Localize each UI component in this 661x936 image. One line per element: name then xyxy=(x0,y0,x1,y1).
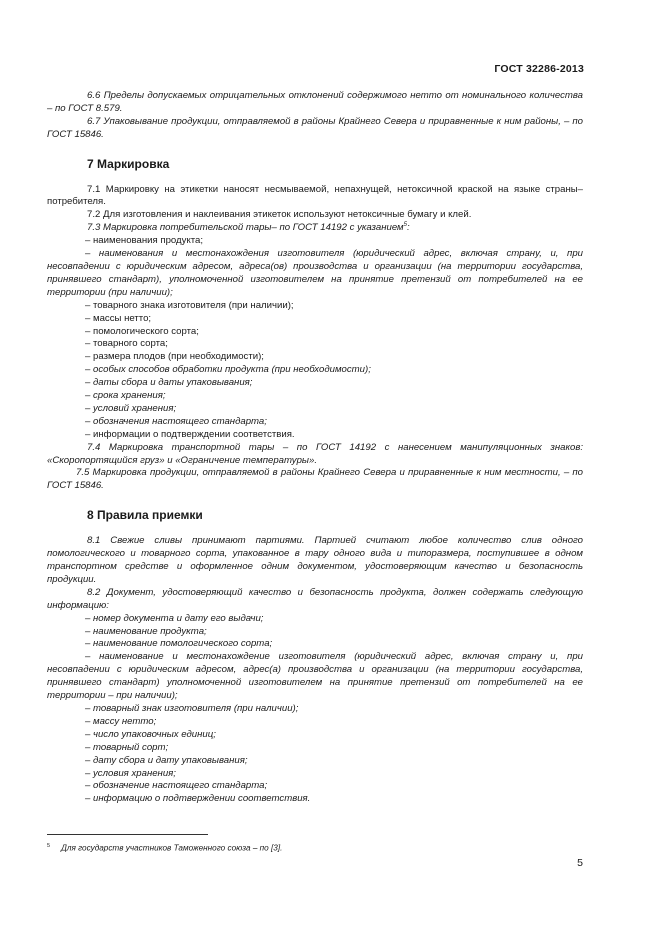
paragraph-7-3-text: 7.3 Маркировка потребительской тары– по ГОСТ 14192 с указанием xyxy=(87,222,404,234)
list-item: – наименование и местонахождение изготовителя (юридический адрес, включая страну и, при несовпадении с юридическим адресом, адрес(а) производства и организации (на территории государства, принявшего стандарт) уполномоченной изготовителем на принятие претензий от потребителей на ее территории – при наличии); xyxy=(47,651,583,702)
footnote xyxy=(47,843,282,853)
paragraph-7-5: 7.5 Маркировка продукции, отправляемой в районы Крайнего Севера и приравненные к ним местности, – по ГОСТ 15846. xyxy=(47,467,583,492)
list-item: – информацию о подтверждении соответствия. xyxy=(85,793,311,805)
list-item: – помологического сорта; xyxy=(85,325,199,337)
list-item: – наименования продукта; xyxy=(85,235,204,247)
list-item: – товарный знак изготовителя (при наличии); xyxy=(85,702,299,714)
list-item: – наименование помологического сорта; xyxy=(85,638,273,650)
page-number: 5 xyxy=(577,857,583,869)
list-item: – товарного знака изготовителя (при наличии); xyxy=(85,299,294,311)
list-item: – товарного сорта; xyxy=(85,338,168,350)
paragraph-6-7: 6.7 Упаковывание продукции, отправляемой в районы Крайнего Севера и приравненные к ним районы, – по ГОСТ 15846. xyxy=(47,115,583,140)
list-item: – срока хранения; xyxy=(85,390,166,402)
paragraph-7-2: 7.2 Для изготовления и наклеивания этикеток используют нетоксичные бумагу и клей. xyxy=(87,209,472,221)
list-item: – даты сбора и даты упаковывания; xyxy=(85,377,253,389)
list-item: – информации о подтверждении соответствия. xyxy=(85,428,295,440)
list-item: – номер документа и дату его выдачи; xyxy=(85,612,264,624)
list-item: – наименование продукта; xyxy=(85,625,207,637)
paragraph-7-4: 7.4 Маркировка транспортной тары – по ГОСТ 14192 с нанесением манипуляционных знаков: «Скоропортящийся груз» и «Ограничение температуры». xyxy=(47,441,583,466)
list-item: – товарный сорт; xyxy=(85,741,169,753)
list-item: – массу нетто; xyxy=(85,715,157,727)
list-item: – условий хранения; xyxy=(85,402,177,414)
page-body xyxy=(47,90,583,806)
section-8-title: 8 Правила приемки xyxy=(87,508,203,523)
list-item: – размера плодов (при необходимости); xyxy=(85,351,264,363)
footnote-divider xyxy=(47,834,208,835)
list-item: – дату сбора и дату упаковывания; xyxy=(85,754,248,766)
paragraph-7-3 xyxy=(47,222,583,235)
footnote-text: Для государств участников Таможенного союза – по [3]. xyxy=(61,843,283,853)
list-item: – число упаковочных единиц; xyxy=(85,728,216,740)
paragraph-7-3-end: : xyxy=(406,222,410,234)
list-item: – наименования и местонахождения изготовителя (юридический адрес, включая страну, и, при несовпадении с юридическим адресом, адреса(ов) производства и организации (на территории государства, принявшего стандарт), уполномоченной изготовителем на принятие претензий от потребителей на ее территории (при наличии); xyxy=(47,248,583,298)
list-item: – особых способов обработки продукта (при необходимости); xyxy=(85,364,371,376)
paragraph-8-2: 8.2 Документ, удостоверяющий качество и безопасность продукта, должен содержать следующую информацию: xyxy=(47,586,583,611)
list-item: – условия хранения; xyxy=(85,767,176,779)
section-7-title: 7 Маркировка xyxy=(87,156,170,171)
footnote-ref: 5 xyxy=(403,222,407,229)
list-item: – обозначение настоящего стандарта; xyxy=(85,780,268,792)
paragraph-7-1: 7.1 Маркировку на этикетки наносят несмываемой, непахнущей, нетоксичной краской на языке страны–потребителя. xyxy=(47,183,583,208)
paragraph-8-1: 8.1 Свежие сливы принимают партиями. Партией считают любое количество слив одного помологического и товарного сорта, упакованное в тару одного вида и типоразмера, поступившее в одном транспортном средстве и оформленное одним документом, удостоверяющим качество и безопасность продукции. xyxy=(47,535,583,585)
list-item: – массы нетто; xyxy=(85,312,152,324)
footnote-mark: 5 xyxy=(47,843,51,849)
list-item: – обозначения настоящего стандарта; xyxy=(85,415,267,427)
document-code: ГОСТ 32286-2013 xyxy=(494,63,584,75)
paragraph-6-6: 6.6 Пределы допускаемых отрицательных отклонений содержимого нетто от номинального количества – по ГОСТ 8.579. xyxy=(47,90,583,114)
